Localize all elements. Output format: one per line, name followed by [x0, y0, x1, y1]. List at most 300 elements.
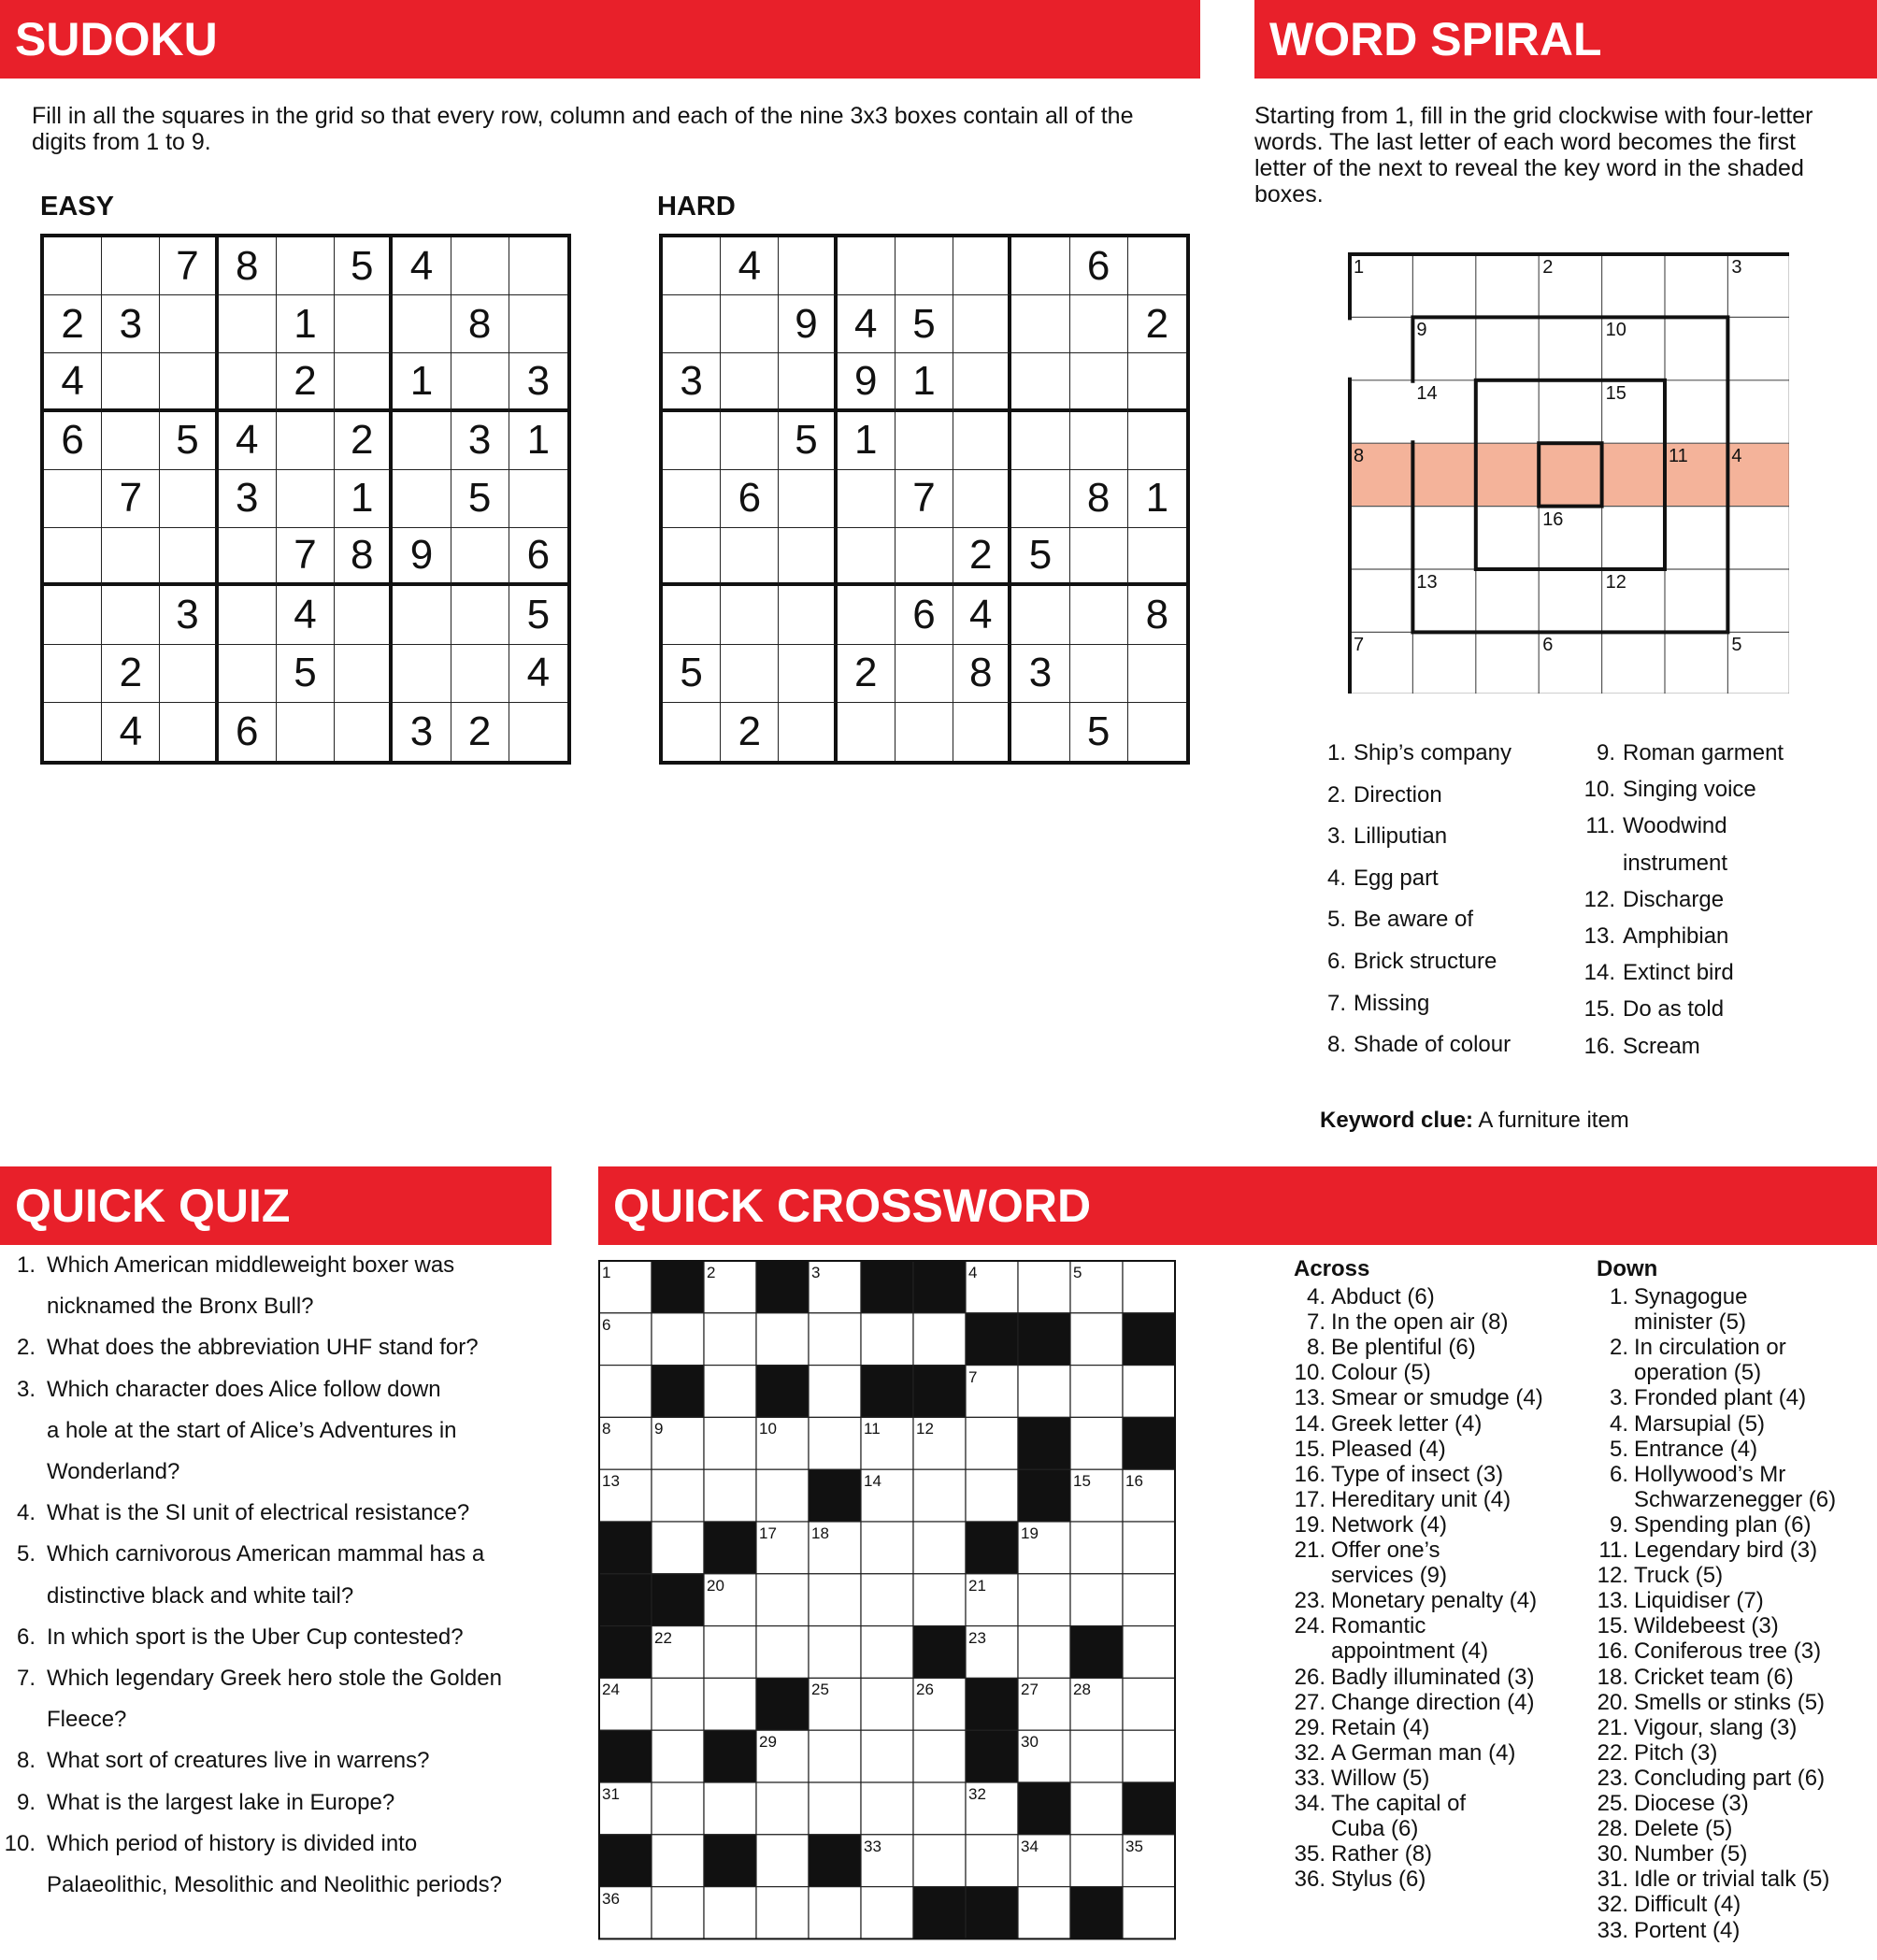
quiz-question-text: Wonderland? [47, 1459, 180, 1484]
sudoku-hard-cell[interactable] [663, 470, 721, 528]
sudoku-easy-cell[interactable] [102, 586, 160, 644]
sudoku-hard-cell[interactable] [721, 295, 779, 353]
quiz-question-line [0, 1831, 417, 1857]
quiz-question-text: What is the largest lake in Europe? [47, 1789, 395, 1815]
crossword-clue-number: 27. [1294, 1689, 1325, 1715]
crossword-cell[interactable] [1018, 1626, 1070, 1679]
crossword-cell[interactable] [1070, 1730, 1123, 1782]
sudoku-easy-cell[interactable] [451, 586, 509, 644]
sudoku-easy-cell[interactable] [102, 412, 160, 470]
sudoku-easy-cell[interactable]: 2 [335, 412, 393, 470]
crossword-cell[interactable] [913, 1522, 966, 1574]
crossword-cell[interactable] [913, 1574, 966, 1626]
crossword-cell[interactable] [1070, 1417, 1123, 1469]
crossword-clue [1597, 1715, 1797, 1741]
sudoku-hard-cell[interactable] [779, 237, 837, 295]
crossword-clue [1294, 1638, 1488, 1665]
sudoku-easy-cell[interactable] [509, 237, 567, 295]
sudoku-hard-cell[interactable] [953, 353, 1011, 411]
sudoku-easy-cell[interactable] [160, 528, 218, 586]
crossword-cell-number: 33 [864, 1837, 881, 1855]
crossword-clue [1294, 1715, 1429, 1741]
crossword-clue-number: 22. [1597, 1739, 1628, 1766]
sudoku-hard-cell[interactable]: 1 [896, 353, 953, 411]
crossword-cell[interactable] [1123, 1626, 1175, 1679]
crossword-cell[interactable] [652, 1313, 704, 1366]
crossword-cell[interactable] [599, 1366, 652, 1418]
crossword-cell[interactable] [756, 1469, 809, 1522]
quiz-question-number: 10. [4, 1830, 36, 1856]
crossword-cell[interactable] [1123, 1261, 1175, 1313]
sudoku-easy-cell[interactable]: 2 [451, 703, 509, 761]
sudoku-easy-cell[interactable]: 5 [277, 645, 335, 703]
sudoku-hard-cell[interactable]: 9 [779, 295, 837, 353]
crossword-cell[interactable] [1070, 1835, 1123, 1887]
sudoku-easy-cell[interactable] [451, 645, 509, 703]
sudoku-easy-cell[interactable]: 8 [219, 237, 277, 295]
word-spiral-svg [1348, 252, 1789, 694]
quiz-question-number: 6. [16, 1624, 36, 1650]
sudoku-hard-cell[interactable]: 2 [1128, 295, 1186, 353]
crossword-cell[interactable] [704, 1887, 756, 1939]
sudoku-hard-cell[interactable] [896, 528, 953, 586]
crossword-cell[interactable] [966, 1469, 1018, 1522]
sudoku-easy-cell[interactable]: 4 [277, 586, 335, 644]
crossword-clue-text: Greek letter (4) [1331, 1410, 1483, 1437]
sudoku-hard-cell[interactable] [1128, 645, 1186, 703]
sudoku-hard-cell[interactable] [1011, 237, 1069, 295]
sudoku-easy-cell[interactable]: 5 [335, 237, 393, 295]
crossword-cell[interactable] [1123, 1522, 1175, 1574]
crossword-clue-number: 18. [1597, 1664, 1628, 1690]
sudoku-easy-cell[interactable]: 2 [44, 295, 102, 353]
sudoku-easy-cell[interactable]: 4 [219, 412, 277, 470]
sudoku-hard-cell[interactable] [1128, 528, 1186, 586]
crossword-cell[interactable] [704, 1782, 756, 1835]
sudoku-easy-cell[interactable]: 2 [102, 645, 160, 703]
sudoku-hard-cell[interactable] [1011, 470, 1069, 528]
sudoku-easy-cell[interactable] [44, 703, 102, 761]
crossword-cell[interactable] [756, 1887, 809, 1939]
sudoku-hard-cell[interactable] [1070, 645, 1128, 703]
sudoku-hard-cell[interactable] [838, 237, 896, 295]
sudoku-hard-cell[interactable]: 3 [1011, 645, 1069, 703]
crossword-cell[interactable] [704, 1417, 756, 1469]
crossword-cell[interactable] [704, 1366, 756, 1418]
crossword-block [1018, 1313, 1070, 1366]
word-spiral-clue-number: 6. [1326, 949, 1346, 974]
crossword-cell[interactable] [809, 1313, 861, 1366]
crossword-block [652, 1366, 704, 1418]
sudoku-hard-cell[interactable] [896, 703, 953, 761]
sudoku-hard-cell[interactable]: 5 [1011, 528, 1069, 586]
crossword-cell[interactable] [1070, 1574, 1123, 1626]
sudoku-hard-cell[interactable] [1011, 412, 1069, 470]
crossword-block [652, 1261, 704, 1313]
word-spiral-clue-number: 4. [1326, 865, 1346, 891]
crossword-cell[interactable] [756, 1626, 809, 1679]
crossword-cell[interactable] [861, 1522, 913, 1574]
crossword-cell[interactable] [756, 1835, 809, 1887]
sudoku-hard-cell[interactable] [1011, 586, 1069, 644]
sudoku-easy-cell[interactable]: 1 [277, 295, 335, 353]
crossword-cell[interactable] [1018, 1366, 1070, 1418]
crossword-cell[interactable] [652, 1887, 704, 1939]
crossword-cell[interactable] [652, 1835, 704, 1887]
sudoku-hard-cell[interactable]: 7 [896, 470, 953, 528]
crossword-cell[interactable] [1123, 1574, 1175, 1626]
crossword-cell[interactable] [1018, 1574, 1070, 1626]
sudoku-hard-cell[interactable] [838, 470, 896, 528]
crossword-clue-text: Abduct (6) [1331, 1284, 1435, 1309]
crossword-cell[interactable] [652, 1678, 704, 1730]
sudoku-easy-cell[interactable] [160, 353, 218, 411]
sudoku-easy-cell[interactable]: 3 [451, 412, 509, 470]
sudoku-hard-cell[interactable] [663, 295, 721, 353]
sudoku-instructions-line1: Fill in all the squares in the grid so that every row, column and each of the nine 3x3 boxes contain all of the [32, 103, 1134, 129]
sudoku-hard-cell[interactable] [721, 586, 779, 644]
word-spiral-clue [1572, 996, 1724, 1023]
sudoku-easy-cell[interactable] [335, 295, 393, 353]
quiz-question-line [0, 1707, 126, 1733]
quiz-question-line [0, 1624, 464, 1651]
sudoku-hard-cell[interactable]: 6 [1070, 237, 1128, 295]
crossword-cell[interactable] [1070, 1522, 1123, 1574]
sudoku-easy-cell[interactable]: 5 [451, 470, 509, 528]
sudoku-easy-cell[interactable]: 3 [219, 470, 277, 528]
quiz-question-line [0, 1335, 479, 1361]
crossword-cell[interactable] [1070, 1313, 1123, 1366]
sudoku-hard-cell[interactable] [1070, 353, 1128, 411]
crossword-cell[interactable] [652, 1522, 704, 1574]
sudoku-easy-cell[interactable] [335, 353, 393, 411]
crossword-cell[interactable] [913, 1313, 966, 1366]
crossword-cell[interactable] [704, 1469, 756, 1522]
crossword-cell[interactable] [1070, 1366, 1123, 1418]
sudoku-hard-cell[interactable] [721, 353, 779, 411]
sudoku-easy-cell[interactable] [393, 295, 451, 353]
sudoku-hard-cell[interactable] [953, 703, 1011, 761]
sudoku-easy-cell[interactable] [335, 703, 393, 761]
sudoku-hard-cell[interactable] [953, 295, 1011, 353]
sudoku-easy-cell[interactable] [102, 237, 160, 295]
sudoku-easy-cell[interactable] [219, 295, 277, 353]
sudoku-hard-cell[interactable] [779, 586, 837, 644]
sudoku-easy-cell[interactable]: 9 [393, 528, 451, 586]
sudoku-hard-cell[interactable]: 6 [721, 470, 779, 528]
sudoku-hard-cell[interactable] [721, 528, 779, 586]
word-spiral-clue [1572, 960, 1734, 986]
sudoku-hard-cell[interactable] [1011, 295, 1069, 353]
sudoku-hard-cell[interactable] [779, 703, 837, 761]
word-spiral-clue-number: 13. [1583, 923, 1615, 949]
sudoku-easy-cell[interactable]: 3 [160, 586, 218, 644]
crossword-cell[interactable] [861, 1574, 913, 1626]
crossword-cell[interactable] [913, 1835, 966, 1887]
crossword-cell[interactable] [652, 1469, 704, 1522]
crossword-cell[interactable] [1123, 1887, 1175, 1939]
crossword-clue-number: 24. [1294, 1613, 1325, 1639]
sudoku-easy-cell[interactable] [102, 353, 160, 411]
crossword-cell-number: 7 [968, 1367, 978, 1386]
sudoku-easy-cell[interactable] [44, 470, 102, 528]
sudoku-hard-cell[interactable] [953, 412, 1011, 470]
sudoku-easy-cell[interactable] [277, 470, 335, 528]
sudoku-hard-cell[interactable] [896, 412, 953, 470]
crossword-clue [1597, 1284, 1747, 1310]
sudoku-easy-cell[interactable]: 3 [102, 295, 160, 353]
sudoku-hard-cell[interactable]: 2 [838, 645, 896, 703]
sudoku-easy-cell[interactable]: 5 [160, 412, 218, 470]
crossword-cell[interactable] [861, 1887, 913, 1939]
crossword-cell[interactable] [704, 1678, 756, 1730]
crossword-block [704, 1730, 756, 1782]
crossword-cell-number: 27 [1021, 1681, 1039, 1699]
sudoku-easy-cell[interactable]: 1 [393, 353, 451, 411]
sudoku-easy-cell[interactable] [102, 528, 160, 586]
crossword-cell[interactable] [861, 1730, 913, 1782]
sudoku-instructions-line2: digits from 1 to 9. [32, 129, 211, 155]
crossword-cell[interactable] [1070, 1782, 1123, 1835]
sudoku-hard-cell[interactable] [1070, 295, 1128, 353]
crossword-block [913, 1261, 966, 1313]
sudoku-easy-cell[interactable] [160, 645, 218, 703]
quiz-question-number: 1. [16, 1252, 36, 1278]
crossword-cell[interactable] [861, 1626, 913, 1679]
sudoku-hard-cell[interactable] [1011, 353, 1069, 411]
crossword-cell-number: 24 [602, 1681, 620, 1699]
sudoku-hard-cell[interactable] [663, 586, 721, 644]
crossword-cell[interactable] [809, 1730, 861, 1782]
sudoku-easy-cell[interactable]: 3 [393, 703, 451, 761]
crossword-clue-number: 32. [1294, 1739, 1325, 1766]
sudoku-easy-cell[interactable]: 1 [509, 412, 567, 470]
sudoku-easy-cell[interactable] [44, 586, 102, 644]
sudoku-hard-cell[interactable]: 8 [953, 645, 1011, 703]
sudoku-easy-cell[interactable] [219, 528, 277, 586]
quiz-question-line [0, 1418, 457, 1444]
sudoku-easy-cell[interactable] [44, 528, 102, 586]
sudoku-easy-cell[interactable] [160, 295, 218, 353]
sudoku-easy-cell[interactable] [393, 586, 451, 644]
crossword-cell[interactable] [1123, 1366, 1175, 1418]
crossword-cell[interactable] [652, 1730, 704, 1782]
crossword-clue-number: 21. [1597, 1714, 1628, 1740]
sudoku-easy-cell[interactable]: 4 [44, 353, 102, 411]
sudoku-easy-cell[interactable]: 3 [509, 353, 567, 411]
crossword-cell[interactable] [704, 1313, 756, 1366]
sudoku-easy-cell[interactable] [509, 295, 567, 353]
crossword-cell[interactable] [704, 1626, 756, 1679]
sudoku-hard-cell[interactable]: 8 [1070, 470, 1128, 528]
sudoku-hard-cell[interactable] [779, 470, 837, 528]
sudoku-easy-cell[interactable] [335, 645, 393, 703]
crossword-cell[interactable] [1018, 1887, 1070, 1939]
crossword-cell[interactable] [809, 1887, 861, 1939]
crossword-clue-number: 30. [1597, 1841, 1628, 1867]
crossword-cell[interactable] [913, 1469, 966, 1522]
sudoku-easy-cell[interactable] [451, 237, 509, 295]
sudoku-hard-cell[interactable]: 6 [896, 586, 953, 644]
sudoku-hard-cell[interactable] [1070, 586, 1128, 644]
sudoku-hard-cell[interactable]: 5 [896, 295, 953, 353]
sudoku-easy-cell[interactable] [277, 703, 335, 761]
sudoku-hard-cell[interactable]: 4 [953, 586, 1011, 644]
sudoku-hard-cell[interactable]: 8 [1128, 586, 1186, 644]
sudoku-hard-cell[interactable] [1128, 353, 1186, 411]
sudoku-easy-cell[interactable]: 7 [277, 528, 335, 586]
sudoku-easy-cell[interactable]: 4 [393, 237, 451, 295]
sudoku-hard-cell[interactable] [838, 586, 896, 644]
sudoku-hard-cell[interactable] [838, 703, 896, 761]
crossword-cell[interactable] [652, 1782, 704, 1835]
crossword-clue-number: 5. [1609, 1436, 1628, 1462]
crossword-clue-text: appointment (4) [1331, 1638, 1489, 1665]
sudoku-hard-cell[interactable] [663, 528, 721, 586]
sudoku-hard-cell[interactable] [663, 412, 721, 470]
quiz-question-number: 9. [16, 1789, 36, 1815]
sudoku-hard-cell[interactable] [896, 237, 953, 295]
sudoku-easy-cell[interactable] [393, 470, 451, 528]
sudoku-easy-cell[interactable]: 4 [509, 645, 567, 703]
sudoku-hard-cell[interactable]: 5 [779, 412, 837, 470]
sudoku-hard-cell[interactable] [1128, 237, 1186, 295]
sudoku-hard-cell[interactable] [779, 528, 837, 586]
crossword-clue-number: 7. [1306, 1309, 1325, 1336]
sudoku-hard-cell[interactable]: 4 [721, 237, 779, 295]
word-spiral-instruction-line: Starting from 1, fill in the grid clockwise with four-letter [1254, 103, 1813, 129]
sudoku-easy-cell[interactable]: 7 [102, 470, 160, 528]
sudoku-hard-cell[interactable] [953, 237, 1011, 295]
sudoku-easy-cell[interactable]: 5 [509, 586, 567, 644]
crossword-cell[interactable] [1018, 1261, 1070, 1313]
quiz-question-text: a hole at the start of Alice’s Adventures in [47, 1417, 457, 1443]
sudoku-hard-cell[interactable] [953, 470, 1011, 528]
crossword-cell[interactable] [809, 1782, 861, 1835]
sudoku-hard-cell[interactable]: 1 [838, 412, 896, 470]
sudoku-hard-cell[interactable] [663, 703, 721, 761]
crossword-cell-number: 3 [811, 1264, 821, 1281]
sudoku-easy-cell[interactable] [509, 470, 567, 528]
sudoku-easy-cell[interactable] [219, 586, 277, 644]
crossword-cell[interactable] [861, 1313, 913, 1366]
sudoku-hard-cell[interactable] [1011, 703, 1069, 761]
sudoku-easy-cell[interactable]: 1 [335, 470, 393, 528]
sudoku-easy-cell[interactable] [393, 412, 451, 470]
sudoku-easy-cell[interactable] [219, 645, 277, 703]
crossword-cell[interactable] [966, 1835, 1018, 1887]
sudoku-easy-cell[interactable]: 8 [335, 528, 393, 586]
crossword-cell[interactable] [809, 1574, 861, 1626]
word-spiral-clue [1309, 1032, 1511, 1058]
crossword-cell[interactable] [756, 1782, 809, 1835]
sudoku-easy-cell[interactable] [451, 353, 509, 411]
crossword-clue [1294, 1791, 1466, 1817]
crossword-cell[interactable] [861, 1678, 913, 1730]
crossword-cell[interactable] [809, 1626, 861, 1679]
sudoku-hard-cell[interactable] [721, 412, 779, 470]
crossword-cell-number: 28 [1073, 1681, 1091, 1699]
sudoku-hard-cell[interactable] [663, 237, 721, 295]
sudoku-hard-cell[interactable] [896, 645, 953, 703]
crossword-cell[interactable] [756, 1313, 809, 1366]
sudoku-hard-cell[interactable] [721, 645, 779, 703]
sudoku-hard-cell[interactable]: 1 [1128, 470, 1186, 528]
hard-label: HARD [657, 192, 736, 222]
sudoku-easy-cell[interactable]: 4 [102, 703, 160, 761]
sudoku-easy-cell[interactable] [44, 237, 102, 295]
crossword-clue-text: Synagogue [1634, 1284, 1748, 1309]
sudoku-easy-cell[interactable] [219, 353, 277, 411]
sudoku-hard-cell[interactable] [779, 353, 837, 411]
word-spiral-clue-text: Scream [1623, 1033, 1700, 1059]
sudoku-easy-cell[interactable] [44, 645, 102, 703]
quick-quiz-list [0, 1252, 561, 1925]
crossword-cell[interactable] [966, 1417, 1018, 1469]
crossword-cell[interactable] [809, 1366, 861, 1418]
word-spiral-clue-number: 8. [1326, 1032, 1346, 1058]
sudoku-hard-cell[interactable]: 9 [838, 353, 896, 411]
sudoku-easy-cell[interactable]: 6 [44, 412, 102, 470]
crossword-clue [1597, 1892, 1741, 1918]
crossword-cell-number: 16 [1125, 1472, 1143, 1491]
crossword-clue-number: 6. [1609, 1461, 1628, 1487]
crossword-cell[interactable] [756, 1574, 809, 1626]
crossword-cell[interactable] [809, 1417, 861, 1469]
sudoku-easy-cell[interactable]: 6 [509, 528, 567, 586]
crossword-cell[interactable] [1123, 1678, 1175, 1730]
sudoku-hard-cell[interactable]: 5 [663, 645, 721, 703]
sudoku-hard-cell[interactable] [779, 645, 837, 703]
crossword-cell[interactable] [913, 1782, 966, 1835]
word-spiral-shaded-row [1350, 443, 1789, 506]
sudoku-hard-cell[interactable]: 2 [953, 528, 1011, 586]
crossword-clue-number: 26. [1294, 1664, 1325, 1690]
sudoku-easy-cell[interactable] [451, 528, 509, 586]
crossword-block [756, 1678, 809, 1730]
sudoku-hard-cell[interactable] [838, 528, 896, 586]
sudoku-hard-cell[interactable]: 5 [1070, 703, 1128, 761]
sudoku-easy-cell[interactable] [335, 586, 393, 644]
crossword-clue [1597, 1487, 1836, 1513]
sudoku-easy-cell[interactable] [277, 237, 335, 295]
sudoku-easy-cell[interactable]: 8 [451, 295, 509, 353]
sudoku-easy-cell[interactable]: 2 [277, 353, 335, 411]
sudoku-easy-cell[interactable]: 7 [160, 237, 218, 295]
sudoku-easy-cell[interactable] [393, 645, 451, 703]
sudoku-hard-cell[interactable]: 3 [663, 353, 721, 411]
sudoku-easy-cell[interactable] [277, 412, 335, 470]
crossword-cell[interactable] [1123, 1730, 1175, 1782]
word-spiral-clue-text: Roman garment [1623, 740, 1784, 765]
crossword-cell[interactable] [861, 1782, 913, 1835]
sudoku-easy-cell[interactable] [509, 703, 567, 761]
crossword-block [1018, 1469, 1070, 1522]
sudoku-easy-cell[interactable] [160, 703, 218, 761]
sudoku-hard-cell[interactable]: 4 [838, 295, 896, 353]
word-spiral-clue-text: Brick structure [1354, 949, 1497, 974]
sudoku-hard-cell[interactable]: 2 [721, 703, 779, 761]
sudoku-hard-cell[interactable] [1070, 412, 1128, 470]
crossword-cell[interactable] [913, 1730, 966, 1782]
word-spiral-clue-text: instrument [1623, 850, 1728, 876]
sudoku-easy-cell[interactable] [160, 470, 218, 528]
sudoku-hard-cell[interactable] [1070, 528, 1128, 586]
sudoku-hard-cell[interactable] [1128, 703, 1186, 761]
sudoku-hard-cell[interactable] [1128, 412, 1186, 470]
sudoku-easy-cell[interactable]: 6 [219, 703, 277, 761]
crossword-clue-number: 16. [1294, 1461, 1325, 1487]
